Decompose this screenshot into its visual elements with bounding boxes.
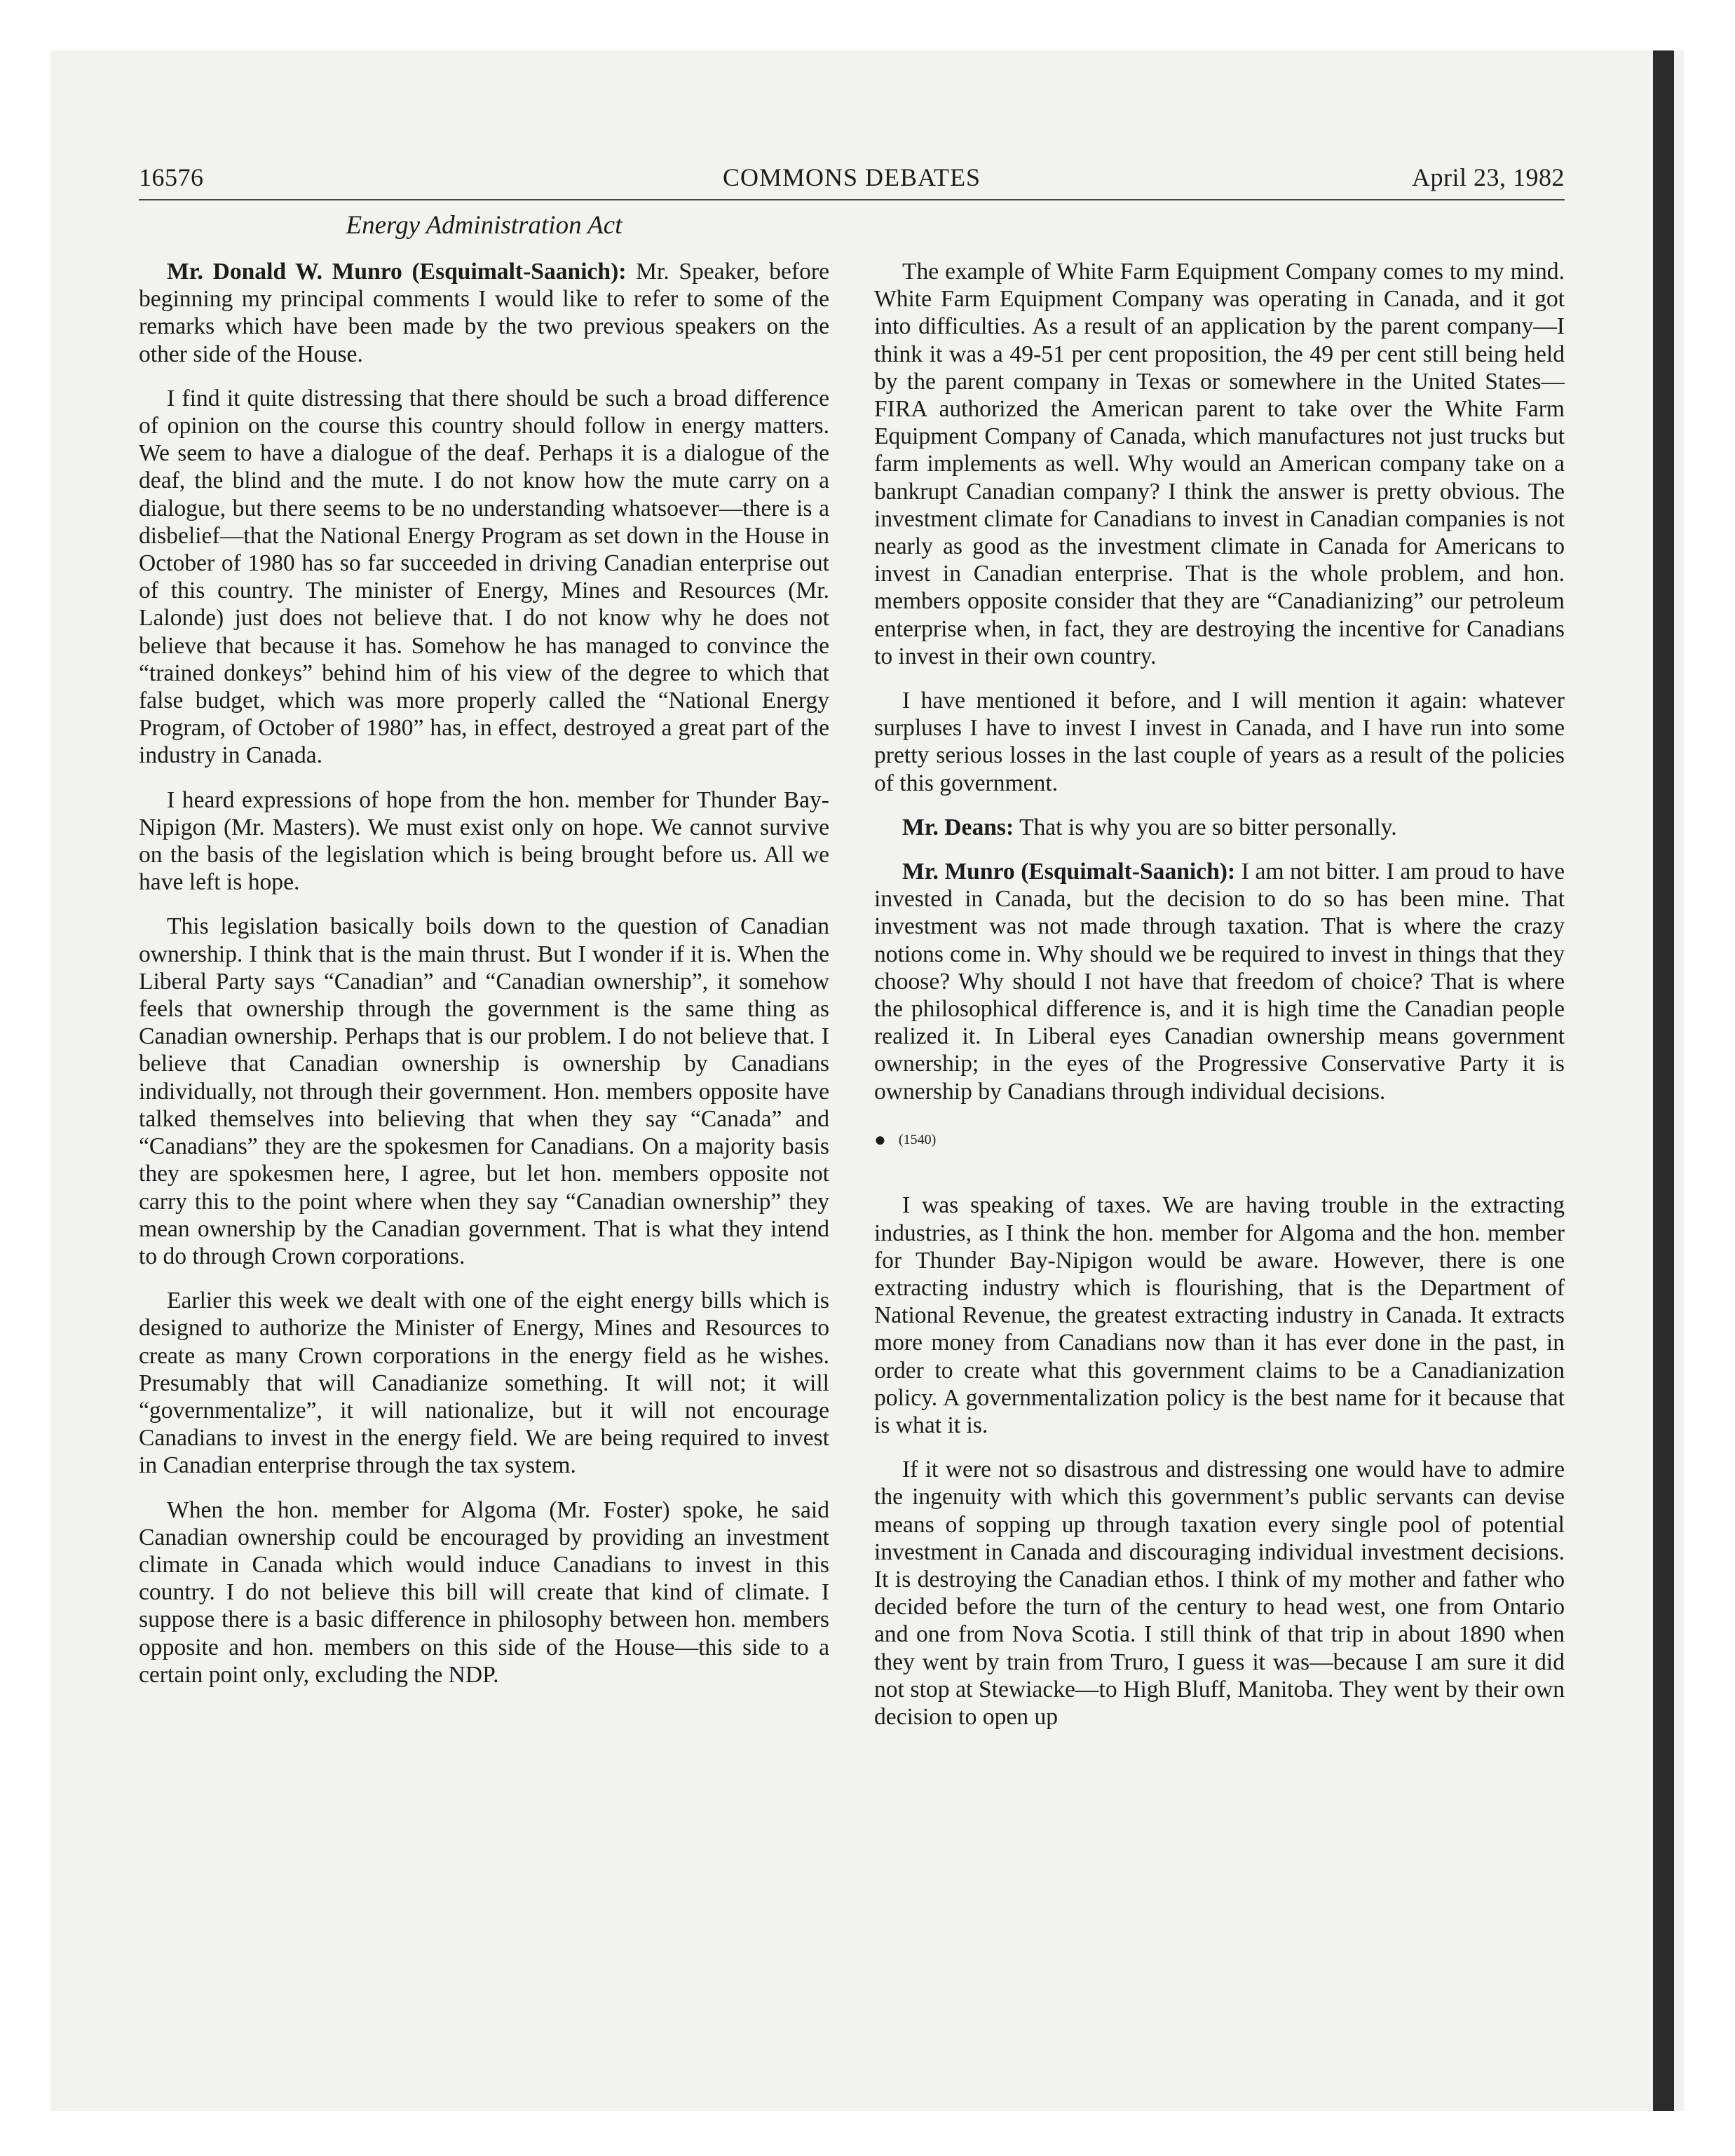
paragraph-text: I am not bitter. I am proud to have invested in Canada, but the decision to do so has been mine. That investment was not made through taxation. That is where the crazy notions come in. Why should we be required to invest in things that they choose? Why should I not have that freedom of choice? That is where the philosophical difference is, and it is high time the Canadian people realized it. In Liberal eyes Canadian ownership means government ownership; in the eyes of the Progressive Conservative Party it is ownership by Canadians through individual decisions.: [874, 859, 1565, 1105]
paragraph: [139, 1287, 829, 1479]
right-column: [874, 258, 1565, 1747]
speaker-name: Mr. Deans:: [902, 814, 1014, 840]
paragraph: [139, 786, 829, 896]
paragraph-text: This legislation basically boils down to the question of Canadian ownership. I think that is the main thrust. But I wonder if it is. When the Liberal Party says “Canadian” and “Canadian ownership”, it somehow feels that ownership through the government is the same thing as Canadian ownership. Perhaps that is our problem. I do not believe that. I believe that Canadian ownership is ownership by Canadians individually, not through their government. Hon. members opposite have talked themselves into believing that when they say “Canada” and “Canadians” they are the spokesmen for Canadians. On a majority basis they are spokesmen here, I agree, but let hon. members opposite not carry this to the point where when they say “Canadian ownership” they mean ownership by the Canadian government. That is what they intend to do through Crown corporations.: [139, 913, 829, 1269]
paragraph: [874, 1456, 1565, 1731]
paragraph-text: I find it quite distressing that there should be such a broad difference of opinion on the course this country should follow in energy matters. We seem to have a dialogue of the deaf. Perhaps it is a dialogue of the deaf, the blind and the mute. I do not know how the mute carry on a dialogue, but there seems to be no understanding whatsoever—there is a disbelief—that the National Energy Program as set down in the House in October of 1980 has so far succeeded in driving Canadian enterprise out of this country. The minister of Energy, Mines and Resources (Mr. Lalonde) just does not believe that. I do not know why he does not believe that because it has. Somehow he has managed to convince the “trained donkeys” behind him of his view of the degree to which that false budget, which was more properly called the “National Energy Program, of October of 1980” has, in effect, destroyed a great part of the industry in Canada.: [139, 385, 829, 769]
paragraph-text: That is why you are so bitter personally.: [1014, 814, 1397, 840]
paragraph-text: I heard expressions of hope from the hon. member for Thunder Bay-Nipigon (Mr. Masters). We must exist only on hope. We cannot survive on the basis of the legislation which is being brought before us. All we have left is hope.: [139, 786, 829, 896]
paragraph: [874, 258, 1565, 670]
paragraph-text: The example of White Farm Equipment Company comes to my mind. White Farm Equipment Company was operating in Canada, and it got into difficulties. As a result of an application by the parent company—I think it was a 49-51 per cent proposition, the 49 per cent still being held by the parent company in Texas or somewhere in the United States—FIRA authorized the American parent to take over the White Farm Equipment Company of Canada, which manufactures not just trucks but farm implements as well. Why would an American company take on a bankrupt Canadian company? I think the answer is pretty obvious. The investment climate for Canadians to invest in Canadian companies is not nearly as good as the investment climate in Canada for Americans to invest in Canadian enterprise. That is the whole problem, and hon. members opposite consider that they are “Canadianizing” our petroleum enterprise when, in fact, they are destroying the incentive for Canadians to invest in their own country.: [874, 259, 1565, 669]
paragraph: [139, 258, 829, 368]
time-marker-label: (1540): [898, 1131, 937, 1147]
paragraph: [874, 687, 1565, 797]
section-title: Energy Administration Act: [346, 211, 622, 240]
paragraph: [139, 385, 829, 770]
page-header: [139, 163, 1565, 200]
paragraph-text: Earlier this week we dealt with one of the eight energy bills which is designed to authorize the Minister of Energy, Mines and Resources to create as many Crown corporations in the energy field as he wishes. Presumably that will Canadianize something. It will not; it will “governmentalize”, it will nationalize, but it will not encourage Canadians to invest in the energy field. We are being required to invest in Canadian enterprise through the tax system.: [139, 1288, 829, 1479]
publication-title: COMMONS DEBATES: [722, 163, 981, 191]
paragraph-text: When the hon. member for Algoma (Mr. Foster) spoke, he said Canadian ownership could be encouraged by providing an investment climate in Canada which would induce Canadians to invest in this country. I do not believe this bill will create that kind of climate. I suppose there is a basic difference in philosophy between hon. members opposite and hon. members on this side of the House—this side to a certain point only, excluding the NDP.: [139, 1496, 829, 1688]
paragraph-text: Mr. Speaker, before beginning my principal comments I would like to refer to some of the remarks which have been made by the two previous speakers on the other side of the House.: [139, 259, 829, 367]
paragraph: [874, 814, 1565, 841]
scan-edge-bar: [1653, 50, 1674, 2111]
paragraph-text: I have mentioned it before, and I will mention it again: whatever surpluses I have to invest I invest in Canada, and I have run into some pretty serious losses in the last couple of years as a result of the policies of this government.: [874, 688, 1565, 796]
paragraph: [874, 858, 1565, 1105]
speaker-name: Mr. Donald W. Munro (Esquimalt-Saanich):: [167, 259, 627, 285]
speaker-name: Mr. Munro (Esquimalt-Saanich):: [902, 859, 1236, 885]
bullet-icon: ●: [874, 1129, 886, 1152]
paragraph-text: I was speaking of taxes. We are having trouble in the extracting industries, as I think the hon. member for Algoma and the hon. member for Thunder Bay-Nipigon would be aware. However, there is one extracting industry which is flourishing, that is the Department of National Revenue, the greatest extracting industry in Canada. It extracts more money from Canadians now than it has ever done in the past, in order to create what this government claims to be a Canadianization policy. A governmentalization policy is the best name for it because that is what it is.: [874, 1192, 1565, 1438]
paragraph: [139, 1496, 829, 1688]
page-number: 16576: [139, 163, 204, 191]
paragraph: [874, 1192, 1565, 1439]
time-marker: [874, 1129, 1565, 1151]
paragraph: [139, 913, 829, 1270]
page-date: April 23, 1982: [1412, 163, 1565, 191]
paragraph-text: If it were not so disastrous and distressing one would have to admire the ingenuity with which this government’s public servants can devise means of sopping up through taxation every single pool of potential investment in Canada and discouraging individual investment decisions. It is destroying the Canadian ethos. I think of my mother and father who decided before the turn of the century to head west, one from Ontario and one from Nova Scotia. I still think of that trip in about 1890 when they went by train from Truro, I guess it was—because I am sure it did not stop at Stewiacke—to High Bluff, Manitoba. They went by their own decision to open up: [874, 1456, 1565, 1730]
left-column: [139, 258, 829, 1705]
